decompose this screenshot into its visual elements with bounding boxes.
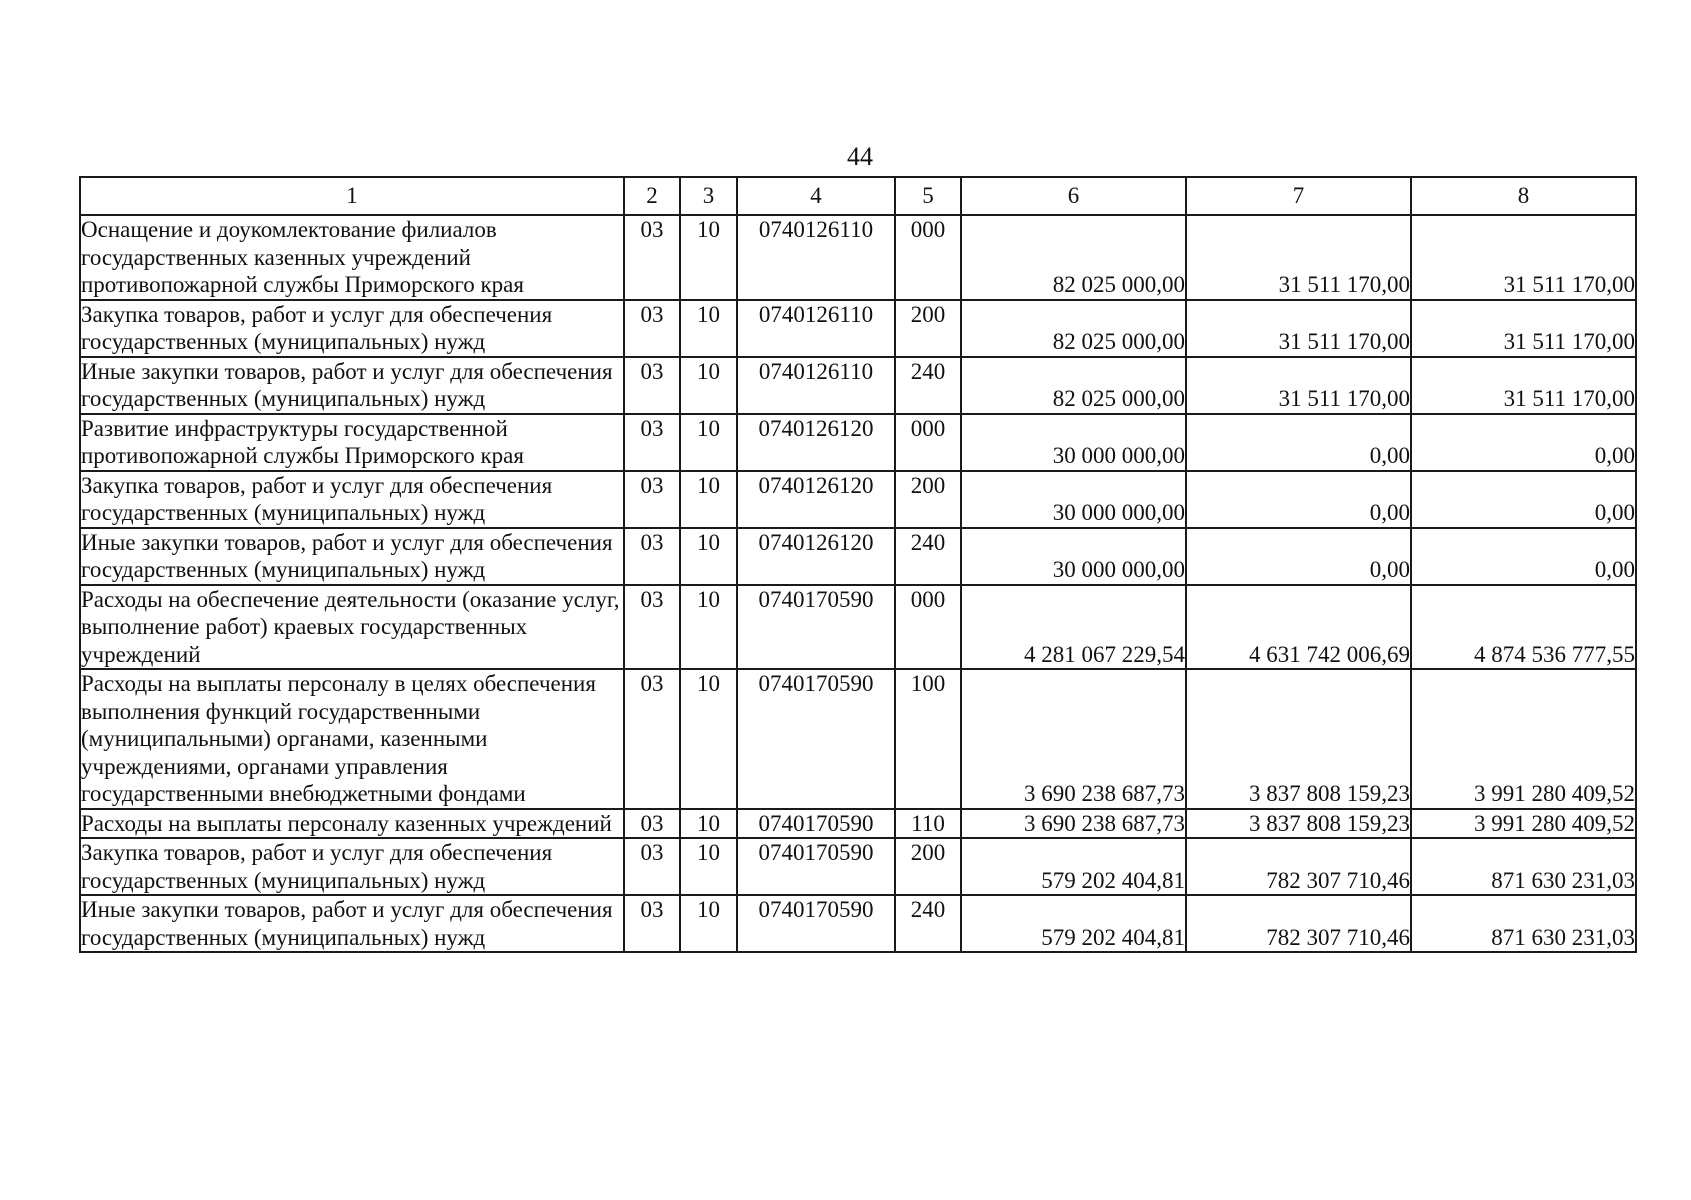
target-article-code: 0740126110 [737, 357, 895, 414]
subsection-code: 10 [680, 471, 737, 528]
table-row [80, 838, 1636, 895]
amount-year-2: 0,00 [1186, 471, 1411, 528]
subsection-code: 10 [680, 528, 737, 585]
section-code: 03 [624, 895, 680, 952]
target-article-code: 0740126110 [737, 215, 895, 300]
expense-name: Иные закупки товаров, работ и услуг для обеспечения государственных (муниципальных) нужд [80, 357, 624, 414]
amount-year-2: 4 631 742 006,69 [1186, 585, 1411, 670]
expense-type-code: 240 [895, 895, 961, 952]
amount-year-2: 0,00 [1186, 528, 1411, 585]
subsection-code: 10 [680, 895, 737, 952]
amount-year-3: 0,00 [1411, 471, 1636, 528]
column-header-6: 6 [961, 177, 1186, 215]
target-article-code: 0740170590 [737, 895, 895, 952]
section-code: 03 [624, 215, 680, 300]
expense-name: Закупка товаров, работ и услуг для обеспечения государственных (муниципальных) нужд [80, 838, 624, 895]
amount-year-3: 31 511 170,00 [1411, 215, 1636, 300]
expense-name: Иные закупки товаров, работ и услуг для обеспечения государственных (муниципальных) нужд [80, 895, 624, 952]
expense-type-code: 100 [895, 669, 961, 809]
target-article-code: 0740170590 [737, 585, 895, 670]
amount-year-2: 31 511 170,00 [1186, 357, 1411, 414]
amount-year-2: 3 837 808 159,23 [1186, 669, 1411, 809]
expense-type-code: 240 [895, 528, 961, 585]
table-row [80, 215, 1636, 300]
amount-year-2: 0,00 [1186, 414, 1411, 471]
amount-year-1: 30 000 000,00 [961, 528, 1186, 585]
expense-type-code: 240 [895, 357, 961, 414]
target-article-code: 0740170590 [737, 838, 895, 895]
target-article-code: 0740126120 [737, 414, 895, 471]
table-row [80, 471, 1636, 528]
amount-year-1: 579 202 404,81 [961, 895, 1186, 952]
amount-year-3: 31 511 170,00 [1411, 300, 1636, 357]
expense-type-code: 000 [895, 414, 961, 471]
page-number: 44 [847, 142, 873, 171]
section-code: 03 [624, 300, 680, 357]
amount-year-1: 30 000 000,00 [961, 414, 1186, 471]
expense-name: Закупка товаров, работ и услуг для обеспечения государственных (муниципальных) нужд [80, 471, 624, 528]
amount-year-1: 4 281 067 229,54 [961, 585, 1186, 670]
expense-type-code: 110 [895, 809, 961, 839]
table-row [80, 357, 1636, 414]
amount-year-3: 871 630 231,03 [1411, 895, 1636, 952]
amount-year-3: 4 874 536 777,55 [1411, 585, 1636, 670]
amount-year-1: 3 690 238 687,73 [961, 809, 1186, 839]
table-row [80, 528, 1636, 585]
expense-name: Оснащение и доукомлектование филиалов государственных казенных учреждений противопожарной службы Приморского края [80, 215, 624, 300]
column-header-1: 1 [80, 177, 624, 215]
section-code: 03 [624, 838, 680, 895]
column-header-3: 3 [680, 177, 737, 215]
amount-year-2: 782 307 710,46 [1186, 895, 1411, 952]
table-row [80, 300, 1636, 357]
subsection-code: 10 [680, 838, 737, 895]
target-article-code: 0740126120 [737, 471, 895, 528]
subsection-code: 10 [680, 300, 737, 357]
expense-type-code: 000 [895, 585, 961, 670]
column-header-5: 5 [895, 177, 961, 215]
target-article-code: 0740170590 [737, 809, 895, 839]
amount-year-3: 3 991 280 409,52 [1411, 669, 1636, 809]
subsection-code: 10 [680, 809, 737, 839]
subsection-code: 10 [680, 357, 737, 414]
section-code: 03 [624, 809, 680, 839]
column-number-row [80, 177, 1636, 215]
expense-name: Развитие инфраструктуры государственной противопожарной службы Приморского края [80, 414, 624, 471]
target-article-code: 0740126110 [737, 300, 895, 357]
subsection-code: 10 [680, 669, 737, 809]
expense-name: Иные закупки товаров, работ и услуг для обеспечения государственных (муниципальных) нужд [80, 528, 624, 585]
amount-year-2: 3 837 808 159,23 [1186, 809, 1411, 839]
amount-year-3: 3 991 280 409,52 [1411, 809, 1636, 839]
amount-year-2: 31 511 170,00 [1186, 215, 1411, 300]
amount-year-1: 3 690 238 687,73 [961, 669, 1186, 809]
target-article-code: 0740170590 [737, 669, 895, 809]
subsection-code: 10 [680, 215, 737, 300]
section-code: 03 [624, 471, 680, 528]
table-row [80, 669, 1636, 809]
column-header-4: 4 [737, 177, 895, 215]
amount-year-3: 0,00 [1411, 414, 1636, 471]
amount-year-1: 30 000 000,00 [961, 471, 1186, 528]
amount-year-1: 82 025 000,00 [961, 300, 1186, 357]
expense-type-code: 200 [895, 838, 961, 895]
expense-type-code: 200 [895, 300, 961, 357]
table-row [80, 585, 1636, 670]
expense-name: Расходы на выплаты персоналу в целях обеспечения выполнения функций государственными (муниципальными) органами, казенными учреждениями, органами управления государственными внебюджетными фондами [80, 669, 624, 809]
section-code: 03 [624, 585, 680, 670]
expense-name: Расходы на обеспечение деятельности (оказание услуг, выполнение работ) краевых государственных учреждений [80, 585, 624, 670]
budget-table [79, 176, 1637, 953]
amount-year-3: 871 630 231,03 [1411, 838, 1636, 895]
amount-year-1: 82 025 000,00 [961, 215, 1186, 300]
expense-name: Расходы на выплаты персоналу казенных учреждений [80, 809, 624, 839]
section-code: 03 [624, 528, 680, 585]
table-row [80, 414, 1636, 471]
section-code: 03 [624, 414, 680, 471]
expense-type-code: 200 [895, 471, 961, 528]
amount-year-3: 31 511 170,00 [1411, 357, 1636, 414]
column-header-7: 7 [1186, 177, 1411, 215]
expense-name: Закупка товаров, работ и услуг для обеспечения государственных (муниципальных) нужд [80, 300, 624, 357]
amount-year-3: 0,00 [1411, 528, 1636, 585]
amount-year-1: 579 202 404,81 [961, 838, 1186, 895]
subsection-code: 10 [680, 414, 737, 471]
amount-year-2: 31 511 170,00 [1186, 300, 1411, 357]
section-code: 03 [624, 357, 680, 414]
amount-year-2: 782 307 710,46 [1186, 838, 1411, 895]
table-row [80, 809, 1636, 839]
expense-type-code: 000 [895, 215, 961, 300]
table-row [80, 895, 1636, 952]
target-article-code: 0740126120 [737, 528, 895, 585]
amount-year-1: 82 025 000,00 [961, 357, 1186, 414]
column-header-8: 8 [1411, 177, 1636, 215]
subsection-code: 10 [680, 585, 737, 670]
column-header-2: 2 [624, 177, 680, 215]
section-code: 03 [624, 669, 680, 809]
